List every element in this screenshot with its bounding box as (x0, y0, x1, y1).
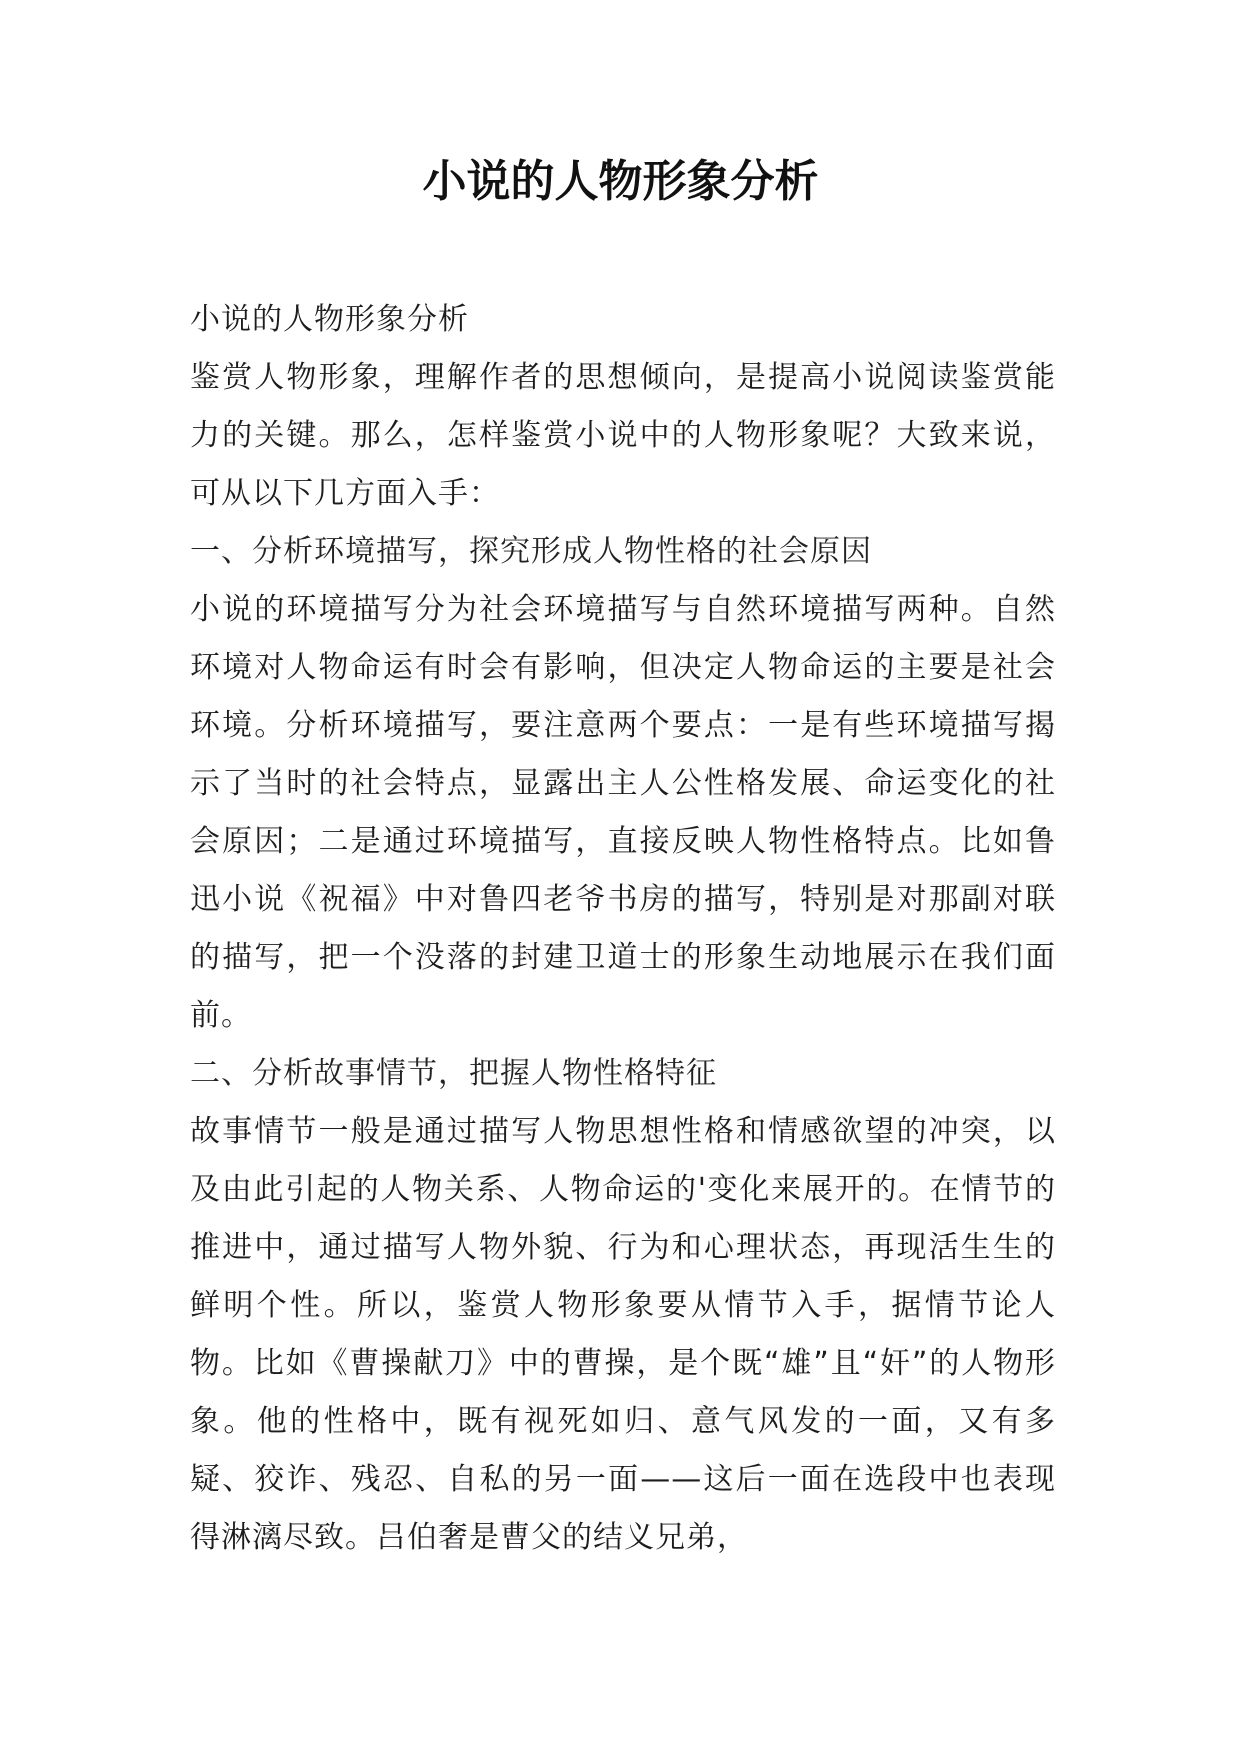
section-heading-2: 二、分析故事情节，把握人物性格特征 (190, 1056, 717, 1091)
section-heading-1: 一、分析环境描写，探究形成人物性格的社会原因 (190, 534, 872, 569)
paragraph-plot: 故事情节一般是通过描写人物思想性格和情感欲望的冲突，以及由此引起的人物关系、人物命运的'变化来展开的。在情节的推进中，通过描写人物外貌、行为和心理状态，再现活生生的鲜明个性。所以，鉴赏人物形象要从情节入手，据情节论人物。比如《曹操献刀》中的曹操，是个既“雄”且“奸”的人物形象。他的性格中，既有视死如归、意气风发的一面，又有多疑、狡诈、残忍、自私的另一面——这后一面在选段中也表现得淋漓尽致。吕伯奢是曹父的结义兄弟， (190, 1114, 1056, 1555)
paragraph-subtitle: 小说的人物形象分析 (190, 302, 469, 337)
document-title: 小说的人物形象分析 (422, 156, 819, 207)
paragraph-intro: 鉴赏人物形象，理解作者的思想倾向，是提高小说阅读鉴赏能力的关键。那么，怎样鉴赏小说中的人物形象呢？大致来说，可从以下几方面入手： (190, 360, 1056, 511)
document-body (190, 291, 1056, 1567)
paragraph-environment: 小说的环境描写分为社会环境描写与自然环境描写两种。自然环境对人物命运有时会有影响，但决定人物命运的主要是社会环境。分析环境描写，要注意两个要点：一是有些环境描写揭示了当时的社会特点，显露出主人公性格发展、命运变化的社会原因；二是通过环境描写，直接反映人物性格特点。比如鲁迅小说《祝福》中对鲁四老爷书房的描写，特别是对那副对联的描写，把一个没落的封建卫道士的形象生动地展示在我们面前。 (190, 592, 1056, 1033)
